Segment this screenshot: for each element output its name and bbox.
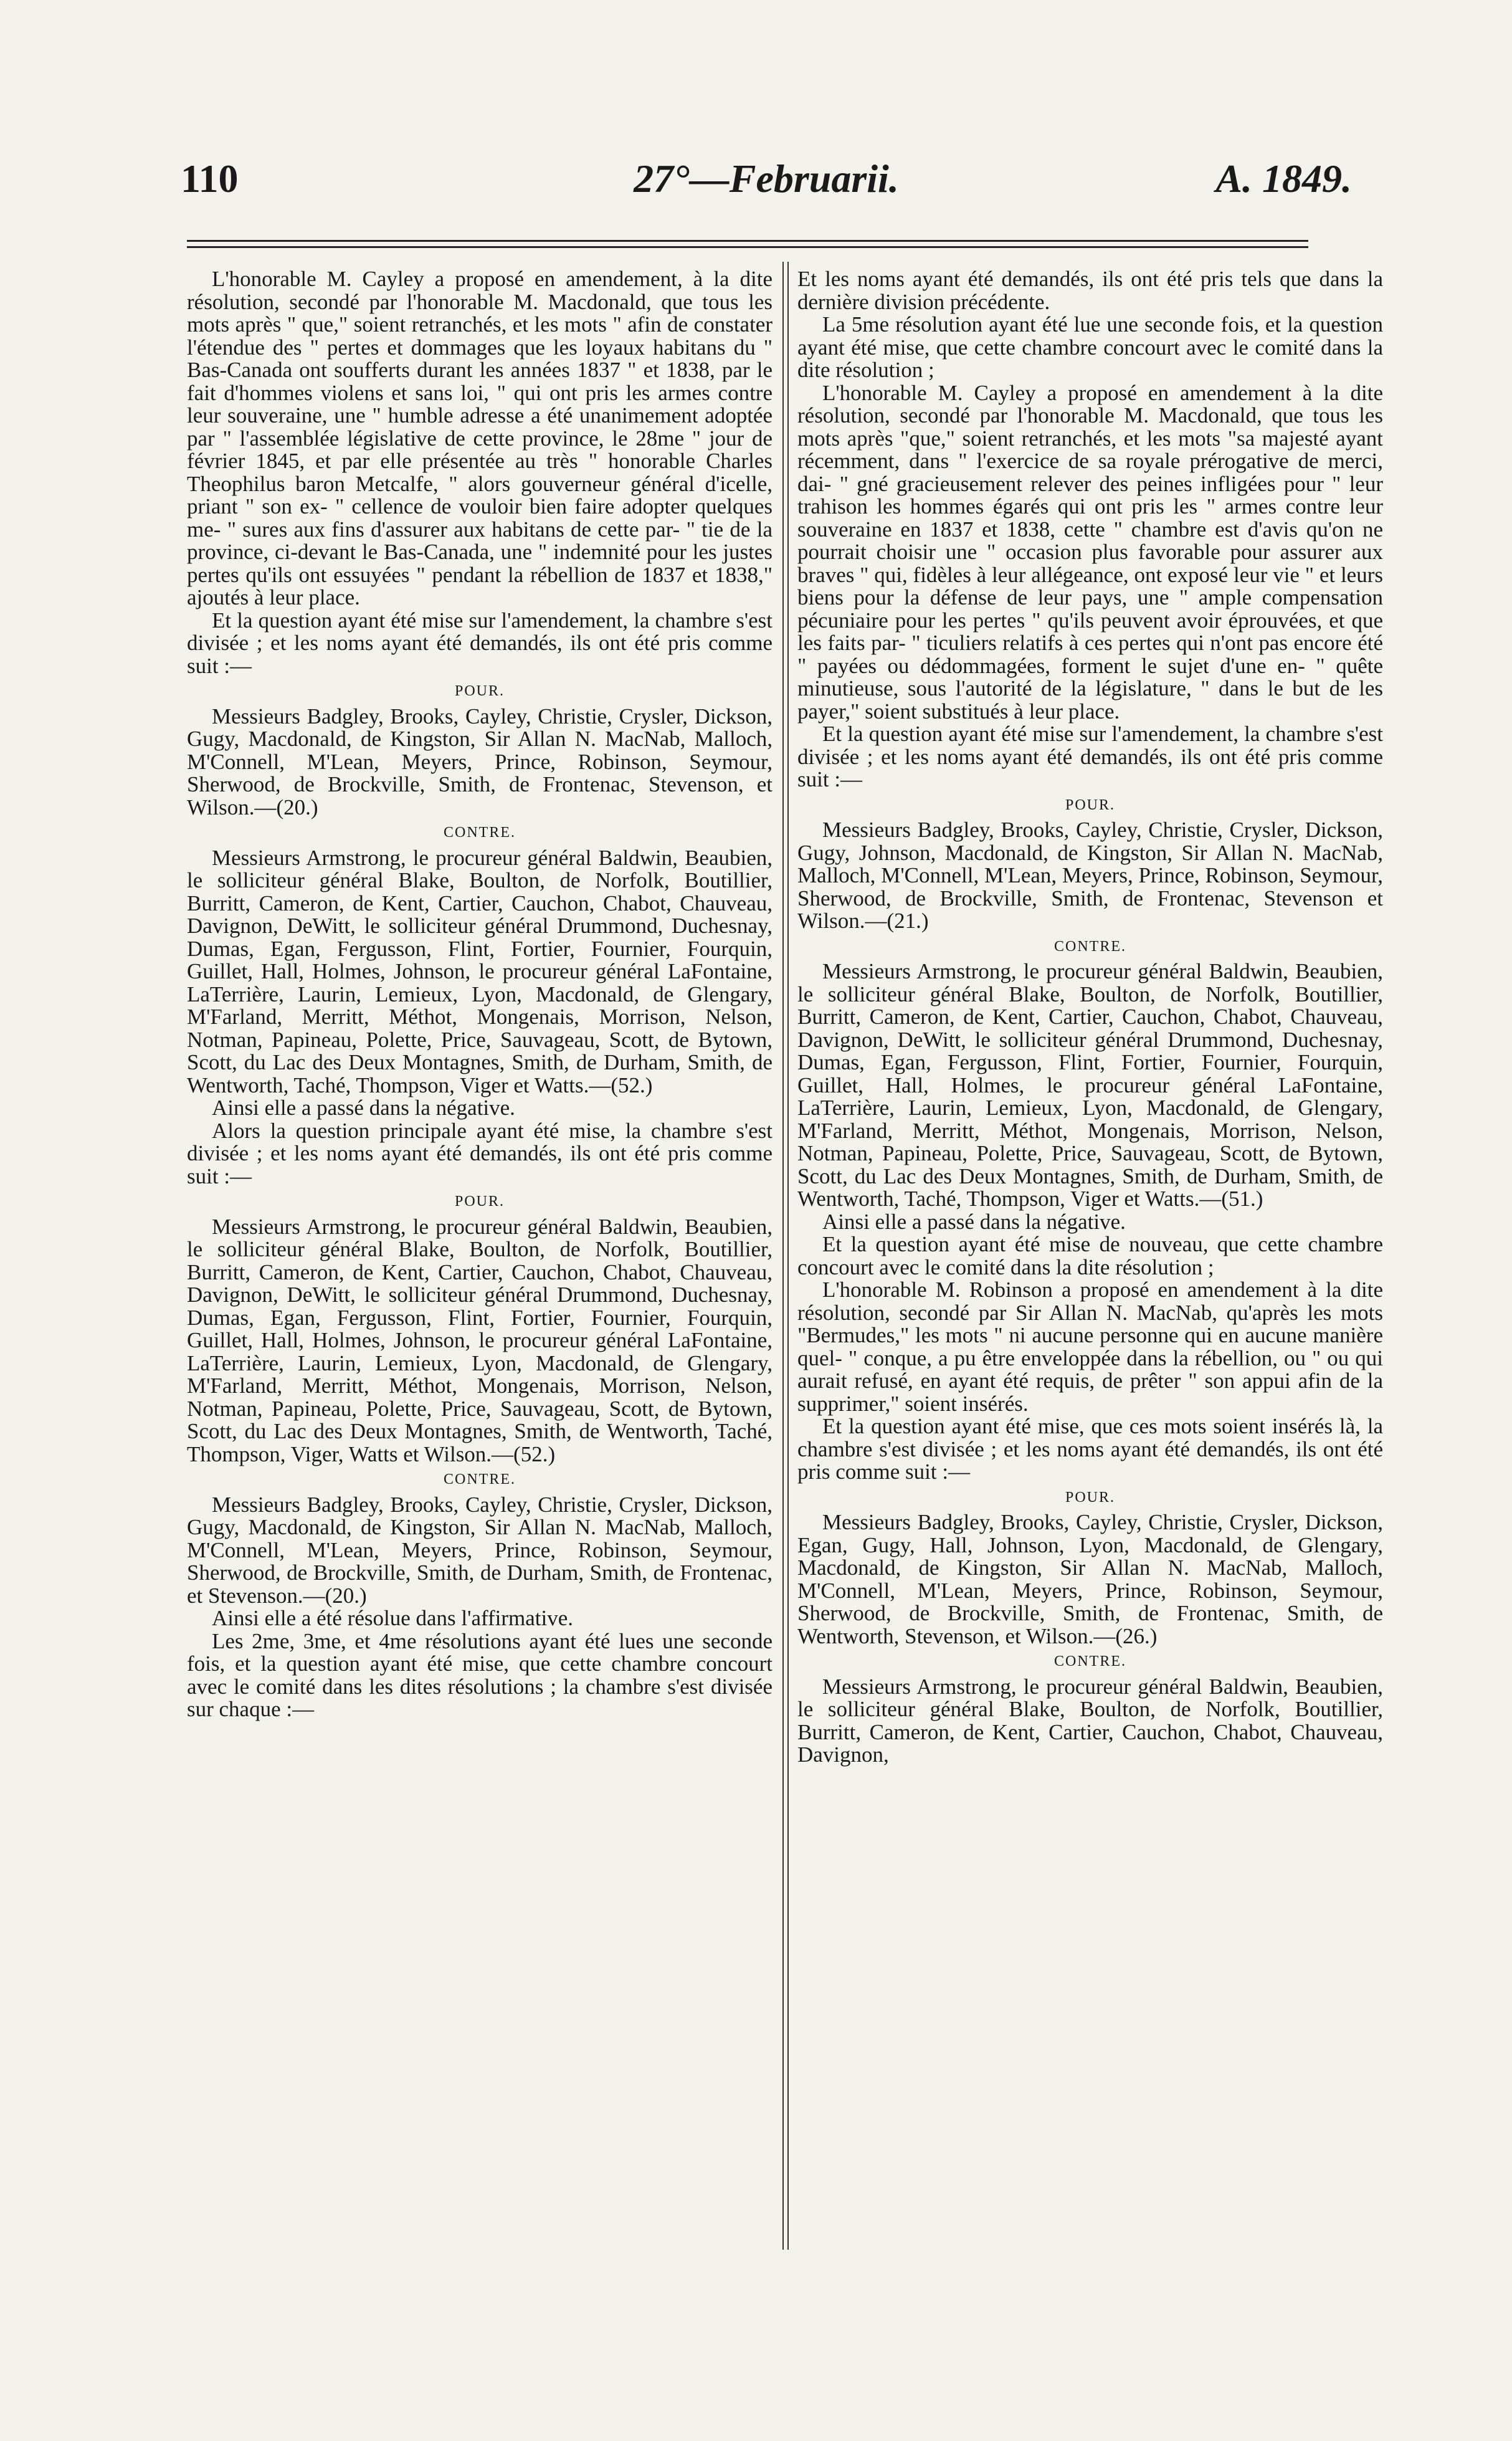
section-heading: POUR. xyxy=(454,1193,505,1210)
paragraph: Messieurs Badgley, Brooks, Cayley, Christie, Crysler, Dickson, Gugy, Johnson, Macdonald, de Kingston, Sir Allan N. MacNab, Malloch, M'Connell, M'Lean, Meyers, Prince, Robinson, Seymour, Sherwood, de Brockville, Smith, de Frontenac, Stevenson et Wilson.—(21.) xyxy=(797,818,1383,933)
paragraph: Messieurs Armstrong, le procureur général Baldwin, Beaubien, le solliciteur général Blake, Boulton, de Norfolk, Boutillier, Burritt, Cameron, de Kent, Cartier, Cauchon, Chabot, Chauveau, Davignon, DeWitt, le solliciteur général Drummond, Duchesnay, Dumas, Egan, Fergusson, Flint, Fortier, Fournier, Fourquin, Guillet, Hall, Holmes, Johnson, le procureur général LaFontaine, LaTerrière, Laurin, Lemieux, Lyon, Macdonald, de Glengary, M'Farland, Merritt, Méthot, Mongenais, Morrison, Nelson, Notman, Papineau, Polette, Price, Sauvageau, Scott, de Bytown, Scott, du Lac des Deux Montagnes, Smith, de Durham, Smith, de Wentworth, Taché, Thompson, Viger et Watts.—(52.) xyxy=(187,845,773,1097)
header-rule xyxy=(187,240,1308,242)
section-heading: POUR. xyxy=(1065,1489,1116,1506)
paragraph: Les 2me, 3me, et 4me résolutions ayant été lues une seconde fois, et la question ayant été mise, que cette chambre concourt avec le comité dans les dites résolutions ; la chambre s'est divisée sur chaque :— xyxy=(187,1628,773,1721)
header-rule-secondary xyxy=(187,246,1308,248)
header-date: 27°—Februarii. xyxy=(634,156,899,201)
paragraph: Alors la question principale ayant été mise, la chambre s'est divisée ; et les noms ayant été demandés, ils ont été pris comme suit :— xyxy=(187,1118,773,1188)
paragraph: L'honorable M. Robinson a proposé en amendement à la dite résolution, secondé par Sir Allan N. MacNab, qu'après les mots "Bermudes," les mots " ni aucune personne qui en aucune manière quel- " conque, a pu être enveloppée dans la rébellion, ou " ou qui aurait refusé, en ayant été requis, de prêter " son appui afin de la supprimer," soient insérés. xyxy=(797,1278,1383,1416)
section-heading: CONTRE. xyxy=(1054,938,1126,955)
paragraph: Et la question ayant été mise de nouveau, que cette chambre concourt avec le comité dans la dite résolution ; xyxy=(797,1232,1383,1279)
paragraph: L'honorable M. Cayley a proposé en amendement, à la dite résolution, secondé par l'honorable M. Macdonald, que tous les mots après " que," soient retranchés, et les mots " afin de constater l'étendue des " pertes et dommages que les loyaux habitans du " Bas-Canada ont soufferts durant les années 1837 " et 1838, par le fait d'hommes violens et sans loi, " qui ont pris les armes contre leur souveraine, une " humble adresse a été unanimement adoptée par " l'assemblée législative de cette province, le 28me " jour de février 1845, et par elle présentée au très " honorable Charles Theophilus baron Metcalfe, " alors gouverneur général d'icelle, priant " son ex- " cellence de vouloir bien faire adopter quelques me- " sures aux fins d'assurer aux habitans de cette par- " tie de la province, ci-devant le Bas-Canada, une " indemnité pour les justes pertes qu'ils ont essuyées " pendant la rébellion de 1837 et 1838," ajoutés à leur place. xyxy=(187,267,773,609)
right-column xyxy=(797,268,1383,1767)
paragraph: Et les noms ayant été demandés, ils ont été pris tels que dans la dernière division précédente. xyxy=(797,267,1383,314)
paragraph: Et la question ayant été mise sur l'amendement, la chambre s'est divisée ; et les noms ayant été demandés, ils ont été pris comme suit :— xyxy=(187,608,773,678)
section-heading: CONTRE. xyxy=(444,824,516,841)
paragraph: Messieurs Badgley, Brooks, Cayley, Christie, Crysler, Dickson, Gugy, Macdonald, de Kingston, Sir Allan N. MacNab, Malloch, M'Connell, M'Lean, Meyers, Prince, Robinson, Seymour, Sherwood, de Brockville, Smith, de Durham, Smith, de Frontenac, et Stevenson.—(20.) xyxy=(187,1492,773,1608)
paragraph: Messieurs Badgley, Brooks, Cayley, Christie, Crysler, Dickson, Gugy, Macdonald, de Kingston, Sir Allan N. MacNab, Malloch, M'Connell, M'Lean, Meyers, Prince, Robinson, Seymour, Sherwood, de Brockville, Smith, de Frontenac, Stevenson, et Wilson.—(20.) xyxy=(187,704,773,819)
column-divider-secondary xyxy=(787,262,789,2250)
paragraph: Ainsi elle a passé dans la négative. xyxy=(822,1209,1126,1234)
paragraph: Ainsi elle a été résolue dans l'affirmative. xyxy=(212,1606,574,1630)
header-year: A. 1849. xyxy=(1215,156,1352,201)
paragraph: Messieurs Armstrong, le procureur général Baldwin, Beaubien, le solliciteur général Blake, Boulton, de Norfolk, Boutillier, Burritt, Cameron, de Kent, Cartier, Cauchon, Chabot, Chauveau, Davignon, DeWitt, le solliciteur général Drummond, Duchesnay, Dumas, Egan, Fergusson, Flint, Fortier, Fournier, Fourquin, Guillet, Hall, Holmes, le procureur général LaFontaine, LaTerrière, Laurin, Lemieux, Lyon, Macdonald, de Glengary, M'Farland, Merritt, Méthot, Mongenais, Morrison, Nelson, Notman, Papineau, Polette, Price, Sauvageau, Scott, de Bytown, Scott, du Lac des Deux Montagnes, Smith, de Durham, Smith, de Wentworth, Taché, Thompson, Viger et Watts.—(51.) xyxy=(797,959,1383,1211)
page-number: 110 xyxy=(181,156,239,201)
section-heading: CONTRE. xyxy=(1054,1653,1126,1670)
paragraph: La 5me résolution ayant été lue une seconde fois, et la question ayant été mise, que cette chambre concourt avec le comité dans la dite résolution ; xyxy=(797,312,1383,382)
paragraph: Messieurs Armstrong, le procureur général Baldwin, Beaubien, le solliciteur général Blake, Boulton, de Norfolk, Boutillier, Burritt, Cameron, de Kent, Cartier, Cauchon, Chabot, Chauveau, Davignon, xyxy=(797,1674,1383,1767)
section-heading: POUR. xyxy=(454,683,505,699)
page-header xyxy=(181,156,1352,212)
paragraph: Ainsi elle a passé dans la négative. xyxy=(212,1096,515,1120)
paragraph: Messieurs Badgley, Brooks, Cayley, Christie, Crysler, Dickson, Egan, Gugy, Hall, Johnson, Lyon, Macdonald, de Glengary, Macdonald, de Kingston, Sir Allan N. MacNab, Malloch, M'Connell, M'Lean, Meyers, Prince, Robinson, Seymour, Sherwood, de Brockville, Smith, de Frontenac, Smith, de Wentworth, Stevenson, et Wilson.—(26.) xyxy=(797,1510,1383,1648)
paragraph: Et la question ayant été mise sur l'amendement, la chambre s'est divisée ; et les noms ayant été demandés, ils ont été pris comme suit :— xyxy=(797,722,1383,791)
paragraph: L'honorable M. Cayley a proposé en amendement à la dite résolution, secondé par l'honorable M. Macdonald, que tous les mots après "que," soient retranchés, et les mots "sa majesté ayant récemment, dans " l'exercice de sa royale prérogative de merci, dai- " gné gracieusement relever des peines infligées pour " leur trahison les hommes égarés qui ont pris les " armes contre leur souveraine en 1837 et 1838, cette " chambre est d'avis qu'on ne pourrait choisir une " occasion plus favorable pour assurer aux braves " qui, fidèles à leur allégeance, ont exposé leur vie " et leurs biens pour la défense de leur pays, une " ample compensation pécuniaire pour les pertes " qu'ils peuvent avoir éprouvées, et que les faits par- " ticuliers relatifs à ces pertes qui n'ont pas encore été " payées ou dédommagées, forment le sujet d'une en- " quête minutieuse, sous l'autorité de la législature, " dans le but de les payer," soient substitués à leur place. xyxy=(797,380,1383,724)
column-divider xyxy=(782,262,784,2250)
paragraph: Messieurs Armstrong, le procureur général Baldwin, Beaubien, le solliciteur général Blake, Boulton, de Norfolk, Boutillier, Burritt, Cameron, de Kent, Cartier, Cauchon, Chabot, Chauveau, Davignon, DeWitt, le solliciteur général Drummond, Duchesnay, Dumas, Egan, Fergusson, Flint, Fortier, Fournier, Fourquin, Guillet, Hall, Holmes, Johnson, le procureur général LaFontaine, LaTerrière, Laurin, Lemieux, Lyon, Macdonald, de Glengary, M'Farland, Merritt, Méthot, Mongenais, Morrison, Nelson, Notman, Papineau, Polette, Price, Sauvageau, Scott, de Bytown, Scott, du Lac des Deux Montagnes, Smith, de Wentworth, Taché, Thompson, Viger, Watts et Wilson.—(52.) xyxy=(187,1214,773,1466)
left-column xyxy=(187,268,773,1721)
section-heading: CONTRE. xyxy=(444,1471,516,1488)
paragraph: Et la question ayant été mise, que ces mots soient insérés là, la chambre s'est divisée ; et les noms ayant été demandés, ils ont été pris comme suit :— xyxy=(797,1414,1383,1484)
section-heading: POUR. xyxy=(1065,796,1116,813)
